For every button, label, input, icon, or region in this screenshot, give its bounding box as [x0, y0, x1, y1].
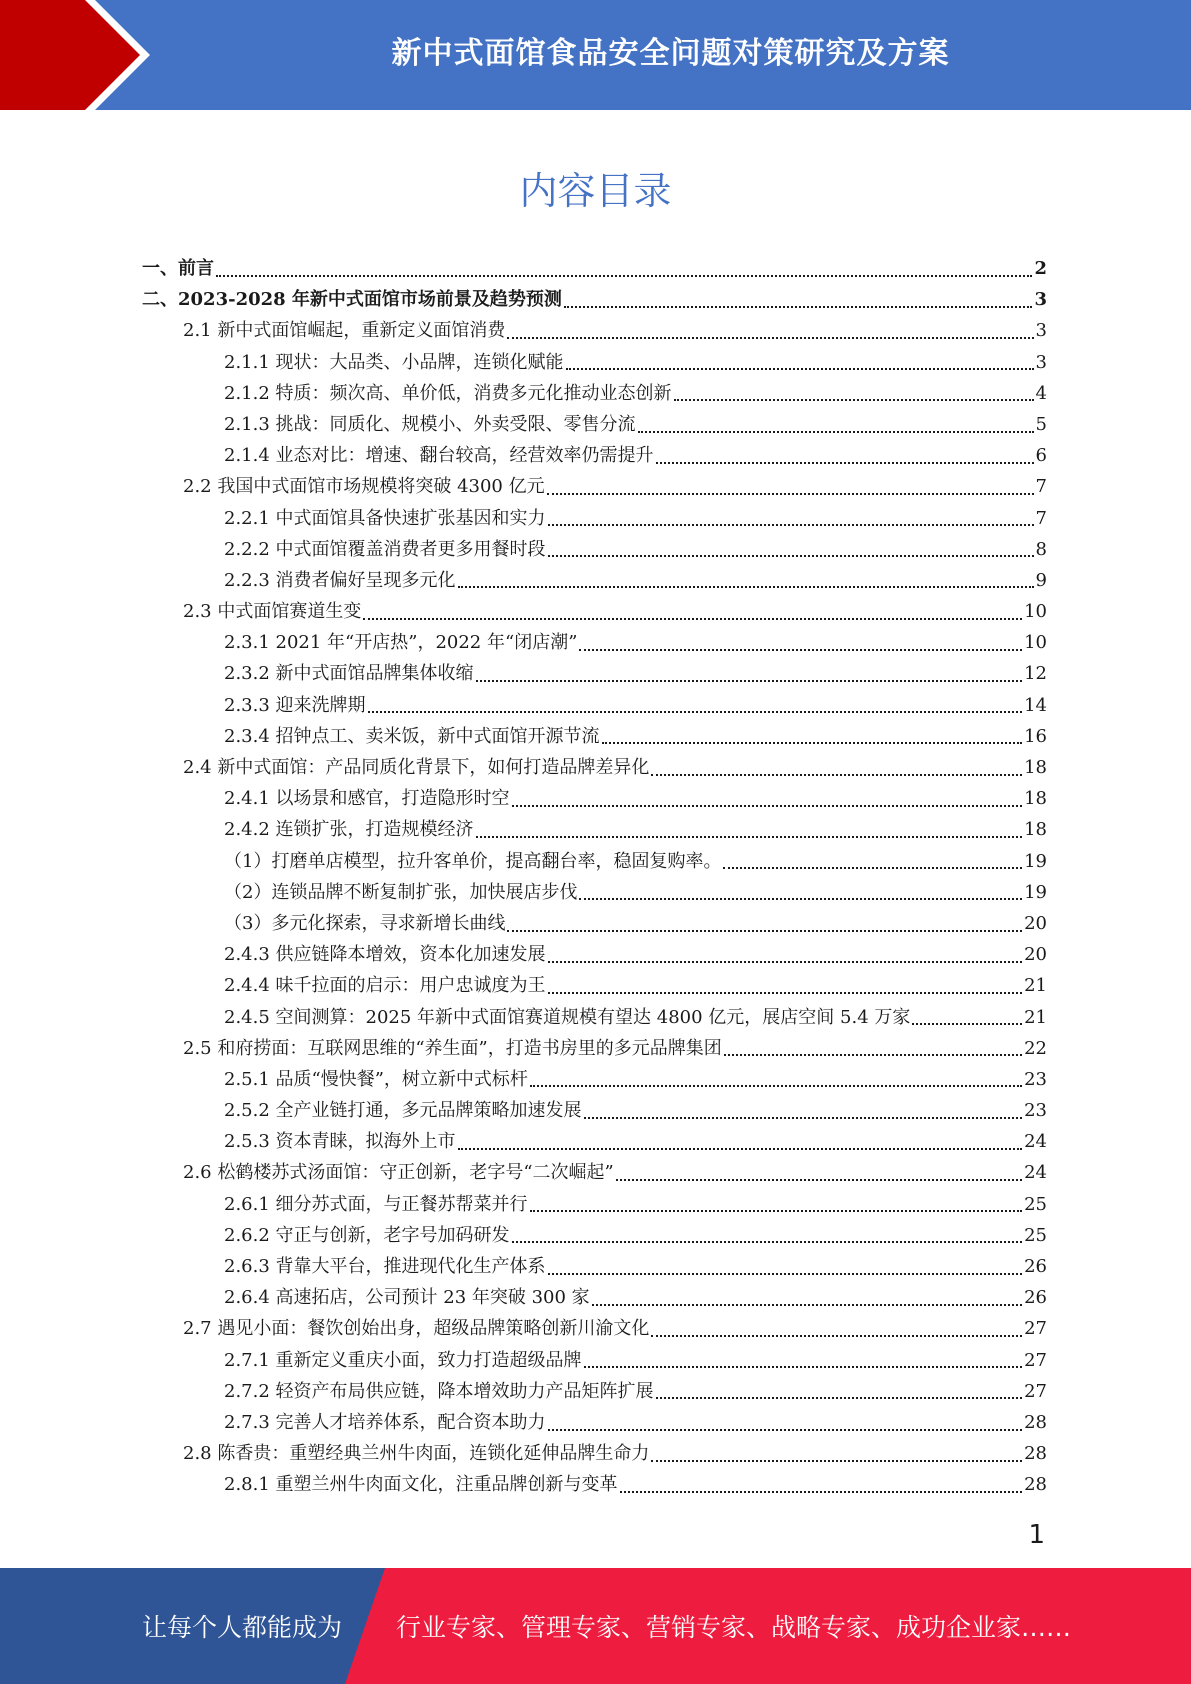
toc-dot-leader — [476, 836, 1023, 838]
toc-entry-page: 5 — [1035, 413, 1047, 435]
toc-entry-page: 27 — [1024, 1349, 1047, 1371]
toc-entry-page: 6 — [1035, 445, 1047, 467]
toc-dot-leader — [507, 930, 1022, 932]
toc-entry-text: （2）连锁品牌不断复制扩张，加快展店步伐 — [224, 881, 578, 903]
toc-entry-text: （1）打磨单店模型，拉升客单价，提高翻台率，稳固复购率。 — [224, 850, 722, 872]
toc-entry-text: 2.5.1 品质“慢快餐”，树立新中式标杆 — [224, 1068, 528, 1090]
toc-entry-page: 23 — [1024, 1100, 1047, 1122]
toc-entry-page: 19 — [1024, 881, 1047, 903]
toc-entry-page: 14 — [1024, 694, 1047, 716]
toc-entry[interactable] — [142, 503, 1047, 534]
toc-entry[interactable] — [142, 970, 1047, 1001]
toc-entry-text: 2.4.4 味千拉面的启示：用户忠诚度为王 — [224, 975, 546, 997]
toc-entry-page: 10 — [1024, 632, 1047, 654]
toc-entry-page: 7 — [1035, 476, 1047, 498]
toc-dot-leader — [548, 961, 1023, 963]
toc-entry-text: 二、2023-2028 年新中式面馆市场前景及趋势预测 — [142, 289, 562, 311]
toc-entry-page: 4 — [1035, 382, 1047, 404]
toc-entry[interactable] — [142, 721, 1047, 752]
toc-entry-page: 28 — [1024, 1443, 1047, 1465]
toc-dot-leader — [592, 1304, 1022, 1306]
page-number: 1 — [1028, 1520, 1045, 1550]
toc-entry[interactable] — [142, 877, 1047, 908]
toc-dot-leader — [564, 306, 1033, 308]
toc-dot-leader — [530, 1210, 1023, 1212]
toc-entry[interactable] — [142, 409, 1047, 440]
toc-entry-page: 22 — [1024, 1037, 1047, 1059]
toc-entry-text: 2.7.1 重新定义重庆小面，致力打造超级品牌 — [224, 1349, 582, 1371]
toc-entry[interactable] — [142, 315, 1047, 346]
toc-entry-text: 2.1.3 挑战：同质化、规模小、外卖受限、零售分流 — [224, 413, 636, 435]
toc-entry-page: 20 — [1024, 944, 1047, 966]
toc-entry-text: 2.3.3 迎来洗牌期 — [224, 694, 366, 716]
toc-entry-text: 2.1.2 特质：频次高、单价低，消费多元化推动业态创新 — [224, 382, 672, 404]
toc-entry[interactable] — [142, 658, 1047, 689]
toc-entry-text: 一、前言 — [142, 258, 214, 279]
toc-entry-page: 28 — [1024, 1474, 1047, 1496]
toc-dot-leader — [638, 431, 1034, 433]
toc-dot-leader — [566, 368, 1034, 370]
page-header — [0, 0, 1191, 110]
footer-slogan-left: 让每个人都能成为 — [142, 1613, 343, 1642]
toc-dot-leader — [723, 867, 1022, 869]
toc-dot-leader — [912, 1023, 1022, 1025]
toc-dot-leader — [602, 742, 1023, 744]
toc-entry-text: 2.6.1 细分苏式面，与正餐苏帮菜并行 — [224, 1193, 528, 1215]
toc-dot-leader — [548, 992, 1023, 994]
toc-entry-page: 21 — [1024, 975, 1047, 997]
toc-dot-leader — [579, 898, 1022, 900]
toc-entry-page: 2 — [1034, 258, 1047, 279]
toc-dot-leader — [458, 586, 1034, 588]
toc-entry[interactable] — [142, 1002, 1047, 1033]
toc-entry-page: 20 — [1024, 912, 1047, 934]
toc-dot-leader — [548, 1429, 1023, 1431]
toc-entry-page: 24 — [1024, 1162, 1047, 1184]
toc-entry-text: 2.2.2 中式面馆覆盖消费者更多用餐时段 — [224, 538, 546, 560]
toc-entry-text: 2.6.3 背靠大平台，推进现代化生产体系 — [224, 1256, 546, 1277]
toc-entry-page: 9 — [1035, 569, 1047, 591]
toc-entry-text: 2.1.4 业态对比：增速、翻台较高，经营效率仍需提升 — [224, 445, 654, 467]
toc-entry[interactable] — [142, 1189, 1047, 1220]
toc-dot-leader — [651, 1460, 1022, 1462]
toc-dot-leader — [651, 774, 1022, 776]
toc-dot-leader — [584, 1366, 1023, 1368]
toc-entry-page: 27 — [1024, 1380, 1047, 1402]
toc-entry[interactable] — [142, 908, 1047, 939]
toc-entry-page: 12 — [1024, 663, 1047, 685]
toc-entry-page: 28 — [1024, 1411, 1047, 1433]
toc-entry-page: 18 — [1024, 788, 1047, 810]
toc-dot-leader — [548, 555, 1034, 557]
toc-entry-text: 2.8.1 重塑兰州牛肉面文化，注重品牌创新与变革 — [224, 1474, 618, 1496]
toc-list — [142, 253, 1047, 1501]
toc-entry-text: 2.4.3 供应链降本增效，资本化加速发展 — [224, 944, 546, 966]
toc-dot-leader — [651, 1335, 1022, 1337]
toc-entry-text: 2.3 中式面馆赛道生变 — [183, 601, 362, 623]
toc-dot-leader — [724, 1054, 1022, 1056]
toc-title: 内容目录 — [519, 169, 672, 213]
toc-entry-page: 8 — [1035, 538, 1047, 560]
toc-entry[interactable] — [142, 752, 1047, 783]
toc-entry-page: 25 — [1024, 1193, 1047, 1215]
toc-dot-leader — [530, 1085, 1022, 1087]
toc-dot-leader — [620, 1491, 1023, 1493]
toc-entry-text: 2.6 松鹤楼苏式汤面馆：守正创新，老字号“二次崛起” — [183, 1162, 614, 1184]
toc-entry-text: 2.5.2 全产业链打通，多元品牌策略加速发展 — [224, 1100, 582, 1122]
toc-entry[interactable] — [142, 1313, 1047, 1344]
header-chevron-arrow — [0, 0, 140, 110]
toc-dot-leader — [674, 399, 1034, 401]
toc-entry-text: 2.4.2 连锁扩张，打造规模经济 — [224, 819, 474, 841]
toc-entry-page: 23 — [1024, 1068, 1047, 1090]
toc-entry[interactable] — [142, 1438, 1047, 1469]
toc-entry-text: 2.2.1 中式面馆具备快速扩张基因和实力 — [224, 507, 546, 529]
toc-dot-leader — [476, 680, 1023, 682]
toc-entry-page: 3 — [1035, 351, 1047, 373]
toc-entry[interactable] — [142, 1407, 1047, 1438]
toc-entry-text: 2.5.3 资本青睐，拟海外上市 — [224, 1131, 456, 1153]
toc-entry[interactable] — [142, 783, 1047, 814]
toc-dot-leader — [512, 1241, 1023, 1243]
toc-entry[interactable] — [142, 253, 1047, 284]
toc-entry[interactable] — [142, 1282, 1047, 1313]
toc-dot-leader — [616, 1179, 1022, 1181]
toc-entry-text: 2.4.1 以场景和感官，打造隐形时空 — [224, 788, 510, 810]
toc-entry-text: 2.1.1 现状：大品类、小品牌，连锁化赋能 — [224, 351, 564, 373]
header-title: 新中式面馆食品安全问题对策研究及方案 — [391, 36, 950, 71]
toc-dot-leader — [656, 462, 1034, 464]
toc-entry[interactable] — [142, 627, 1047, 658]
toc-dot-leader — [507, 337, 1033, 339]
toc-entry-page: 16 — [1024, 725, 1047, 747]
toc-dot-leader — [548, 524, 1034, 526]
toc-dot-leader — [363, 618, 1022, 620]
toc-entry[interactable] — [142, 1345, 1047, 1376]
toc-entry[interactable] — [142, 1095, 1047, 1126]
toc-entry[interactable] — [142, 440, 1047, 471]
toc-entry-page: 3 — [1035, 320, 1047, 342]
toc-entry-page: 18 — [1024, 757, 1047, 778]
toc-entry[interactable] — [142, 596, 1047, 627]
toc-entry[interactable] — [142, 1251, 1047, 1282]
toc-entry-text: 2.7.2 轻资产布局供应链，降本增效助力产品矩阵扩展 — [224, 1380, 654, 1402]
toc-entry[interactable] — [142, 939, 1047, 970]
toc-entry[interactable] — [142, 1220, 1047, 1251]
footer-slogan-right: 行业专家、管理专家、营销专家、战略专家、成功企业家…… — [396, 1613, 1072, 1642]
toc-entry[interactable] — [142, 284, 1047, 315]
toc-entry[interactable] — [142, 846, 1047, 877]
toc-entry[interactable] — [142, 690, 1047, 721]
toc-entry[interactable] — [142, 471, 1047, 502]
toc-entry-text: 2.7 遇见小面：餐饮创始出身，超级品牌策略创新川渝文化 — [183, 1318, 650, 1340]
toc-entry[interactable] — [142, 347, 1047, 378]
toc-entry-text: 2.1 新中式面馆崛起，重新定义面馆消费 — [183, 320, 506, 342]
toc-dot-leader — [656, 1397, 1023, 1399]
toc-entry-text: 2.8 陈香贵：重塑经典兰州牛肉面，连锁化延伸品牌生命力 — [183, 1443, 650, 1465]
toc-entry[interactable] — [142, 1157, 1047, 1188]
toc-entry-page: 10 — [1024, 601, 1047, 623]
toc-entry[interactable] — [142, 1376, 1047, 1407]
toc-entry[interactable] — [142, 1126, 1047, 1157]
toc-entry-text: 2.4 新中式面馆：产品同质化背景下，如何打造品牌差异化 — [183, 757, 650, 778]
toc-entry-text: 2.6.2 守正与创新，老字号加码研发 — [224, 1224, 510, 1246]
toc-entry-text: 2.6.4 高速拓店，公司预计 23 年突破 300 家 — [224, 1287, 590, 1309]
toc-entry-page: 19 — [1024, 850, 1047, 872]
toc-entry-page: 7 — [1035, 507, 1047, 529]
toc-dot-leader — [458, 1148, 1023, 1150]
toc-entry-page: 26 — [1024, 1256, 1047, 1277]
toc-dot-leader — [216, 275, 1032, 277]
toc-entry-text: 2.3.2 新中式面馆品牌集体收缩 — [224, 663, 474, 685]
toc-entry[interactable] — [142, 814, 1047, 845]
toc-entry[interactable] — [142, 565, 1047, 596]
toc-entry-text: 2.5 和府捞面：互联网思维的“养生面”，打造书房里的多元品牌集团 — [183, 1037, 722, 1059]
toc-entry-text: 2.3.1 2021 年“开店热”，2022 年“闭店潮” — [224, 632, 578, 654]
toc-dot-leader — [584, 1117, 1023, 1119]
toc-entry-page: 3 — [1034, 289, 1047, 311]
toc-entry-text: 2.4.5 空间测算：2025 年新中式面馆赛道规模有望达 4800 亿元，展店空间 5.4 万家 — [224, 1006, 911, 1028]
toc-dot-leader — [548, 1273, 1023, 1275]
toc-entry-page: 24 — [1024, 1131, 1047, 1153]
toc-entry[interactable] — [142, 534, 1047, 565]
toc-entry-text: 2.2 我国中式面馆市场规模将突破 4300 亿元 — [183, 476, 545, 498]
toc-entry-page: 27 — [1024, 1318, 1047, 1340]
toc-entry[interactable] — [142, 378, 1047, 409]
toc-entry-text: 2.2.3 消费者偏好呈现多元化 — [224, 569, 456, 591]
toc-entry-page: 25 — [1024, 1224, 1047, 1246]
toc-dot-leader — [579, 649, 1022, 651]
page-footer — [0, 1568, 1191, 1684]
toc-entry-text: 2.7.3 完善人才培养体系，配合资本助力 — [224, 1411, 546, 1433]
toc-entry-text: 2.3.4 招钟点工、卖米饭，新中式面馆开源节流 — [224, 725, 600, 747]
toc-dot-leader — [547, 493, 1034, 495]
toc-entry-page: 26 — [1024, 1287, 1047, 1309]
toc-dot-leader — [512, 805, 1023, 807]
toc-entry-page: 18 — [1024, 819, 1047, 841]
toc-entry-text: （3）多元化探索，寻求新增长曲线 — [224, 912, 506, 934]
toc-entry[interactable] — [142, 1033, 1047, 1064]
toc-entry[interactable] — [142, 1469, 1047, 1500]
toc-entry[interactable] — [142, 1064, 1047, 1095]
toc-entry-page: 21 — [1024, 1006, 1047, 1028]
toc-dot-leader — [368, 711, 1023, 713]
